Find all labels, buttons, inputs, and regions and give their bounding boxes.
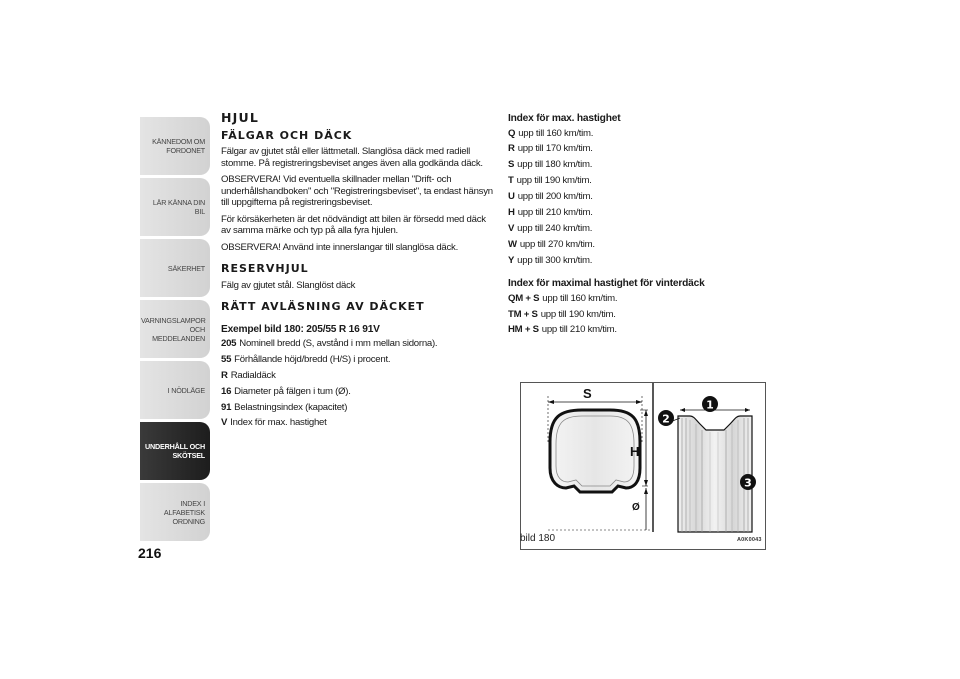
- sidebar-tab-kannedom[interactable]: [140, 117, 210, 175]
- tab-label: INDEX I ALFABETISK ORDNING: [163, 498, 205, 526]
- dimension-label-s: S: [583, 386, 592, 401]
- speed-index-list: [508, 128, 768, 267]
- tab-label: I NÖDLÄGE: [167, 385, 205, 395]
- page-number: 216: [138, 545, 162, 561]
- list-item: Y upp till 300 km/tim.: [508, 254, 593, 266]
- callout-2-label: 2: [662, 412, 670, 426]
- callout-1-label: 1: [706, 398, 714, 412]
- list-item: 55 Förhållande höjd/bredd (H/S) i procent.: [221, 353, 391, 365]
- winter-speed-index-title: Index för maximal hastighet för vinterdäck: [508, 278, 705, 290]
- left-column: [221, 112, 493, 433]
- paragraph: Fälg av gjutet stål. Slanglöst däck: [221, 279, 356, 291]
- callout-3-label: 3: [744, 476, 752, 490]
- list-item: H upp till 210 km/tim.: [508, 206, 593, 218]
- winter-speed-index-list: [508, 293, 768, 336]
- example-title: Exempel bild 180: 205/55 R 16 91V: [221, 323, 380, 335]
- sidebar-tab-underhall[interactable]: [140, 422, 210, 480]
- right-column: [508, 113, 768, 340]
- list-item: Q upp till 160 km/tim.: [508, 127, 594, 139]
- list-item: 16 Diameter på fälgen i tum (Ø).: [221, 385, 351, 397]
- tab-label: UNDERHÅLL OCH SKÖTSEL: [145, 442, 205, 460]
- subsection-title-falgar: FÄLGAR OCH DÄCK: [221, 128, 353, 142]
- paragraph: OBSERVERA! Använd inte innerslangar till slanglösa däck.: [221, 241, 458, 253]
- paragraph: Fälgar av gjutet stål eller lättmetall. Slanglösa däck med radiell stomme. På registreringsbeviset anges även alla godkända däck.: [221, 146, 483, 169]
- dimension-label-diameter: Ø: [632, 502, 640, 513]
- sidebar-tab-nodlage[interactable]: [140, 361, 210, 419]
- tire-code-list: [221, 338, 493, 429]
- list-item: QM + S upp till 160 km/tim.: [508, 292, 618, 304]
- list-item: T upp till 190 km/tim.: [508, 175, 592, 187]
- subsection-title-ratt-avlasning: RÄTT AVLÄSNING AV DÄCKET: [221, 300, 425, 313]
- list-item: R Radialdäck: [221, 369, 276, 381]
- list-item: HM + S upp till 210 km/tim.: [508, 324, 617, 336]
- list-item: TM + S upp till 190 km/tim.: [508, 308, 616, 320]
- dimension-label-h: H: [630, 444, 640, 459]
- list-item: V Index för max. hastighet: [221, 417, 327, 429]
- paragraph: För körsäkerheten är det nödvändigt att bilen är försedd med däck av samma märke och typ på alla fyra hjulen.: [221, 213, 486, 236]
- paragraph: OBSERVERA! Vid eventuella skillnader mellan "Drift- och underhållshandboken" och "Registreringsbeviset", ta endast hänsyn till uppgifterna på registreringsbeviset.: [221, 174, 493, 208]
- list-item: R upp till 170 km/tim.: [508, 143, 593, 155]
- sidebar-tab-lar-kanna[interactable]: [140, 178, 210, 236]
- sidebar-tab-index[interactable]: [140, 483, 210, 541]
- speed-index-title: Index för max. hastighet: [508, 113, 621, 124]
- figure-caption: bild 180: [520, 533, 556, 544]
- list-item: 205 Nominell bredd (S, avstånd i mm mellan sidorna).: [221, 338, 438, 349]
- list-item: V upp till 240 km/tim.: [508, 222, 593, 234]
- list-item: U upp till 200 km/tim.: [508, 191, 593, 203]
- list-item: 91 Belastningsindex (kapacitet): [221, 401, 348, 413]
- tab-label: VARNINGSLAMPOR OCH MEDDELANDEN: [141, 315, 206, 343]
- sidebar-tab-varningslampor[interactable]: [140, 300, 210, 358]
- figure-code: A0K0043: [737, 537, 762, 543]
- tab-label: LÄR KÄNNA DIN BIL: [152, 198, 205, 216]
- list-item: W upp till 270 km/tim.: [508, 238, 595, 250]
- list-item: S upp till 180 km/tim.: [508, 159, 593, 171]
- tire-cross-section-figure: [520, 382, 766, 550]
- sidebar-tab-sakerhet[interactable]: [140, 239, 210, 297]
- subsection-title-reservhjul: RESERVHJUL: [221, 262, 309, 275]
- tab-label: SÄKERHET: [167, 263, 205, 273]
- section-title-hjul: HJUL: [221, 110, 260, 125]
- tab-label: KÄNNEDOM OM FORDONET: [152, 137, 205, 155]
